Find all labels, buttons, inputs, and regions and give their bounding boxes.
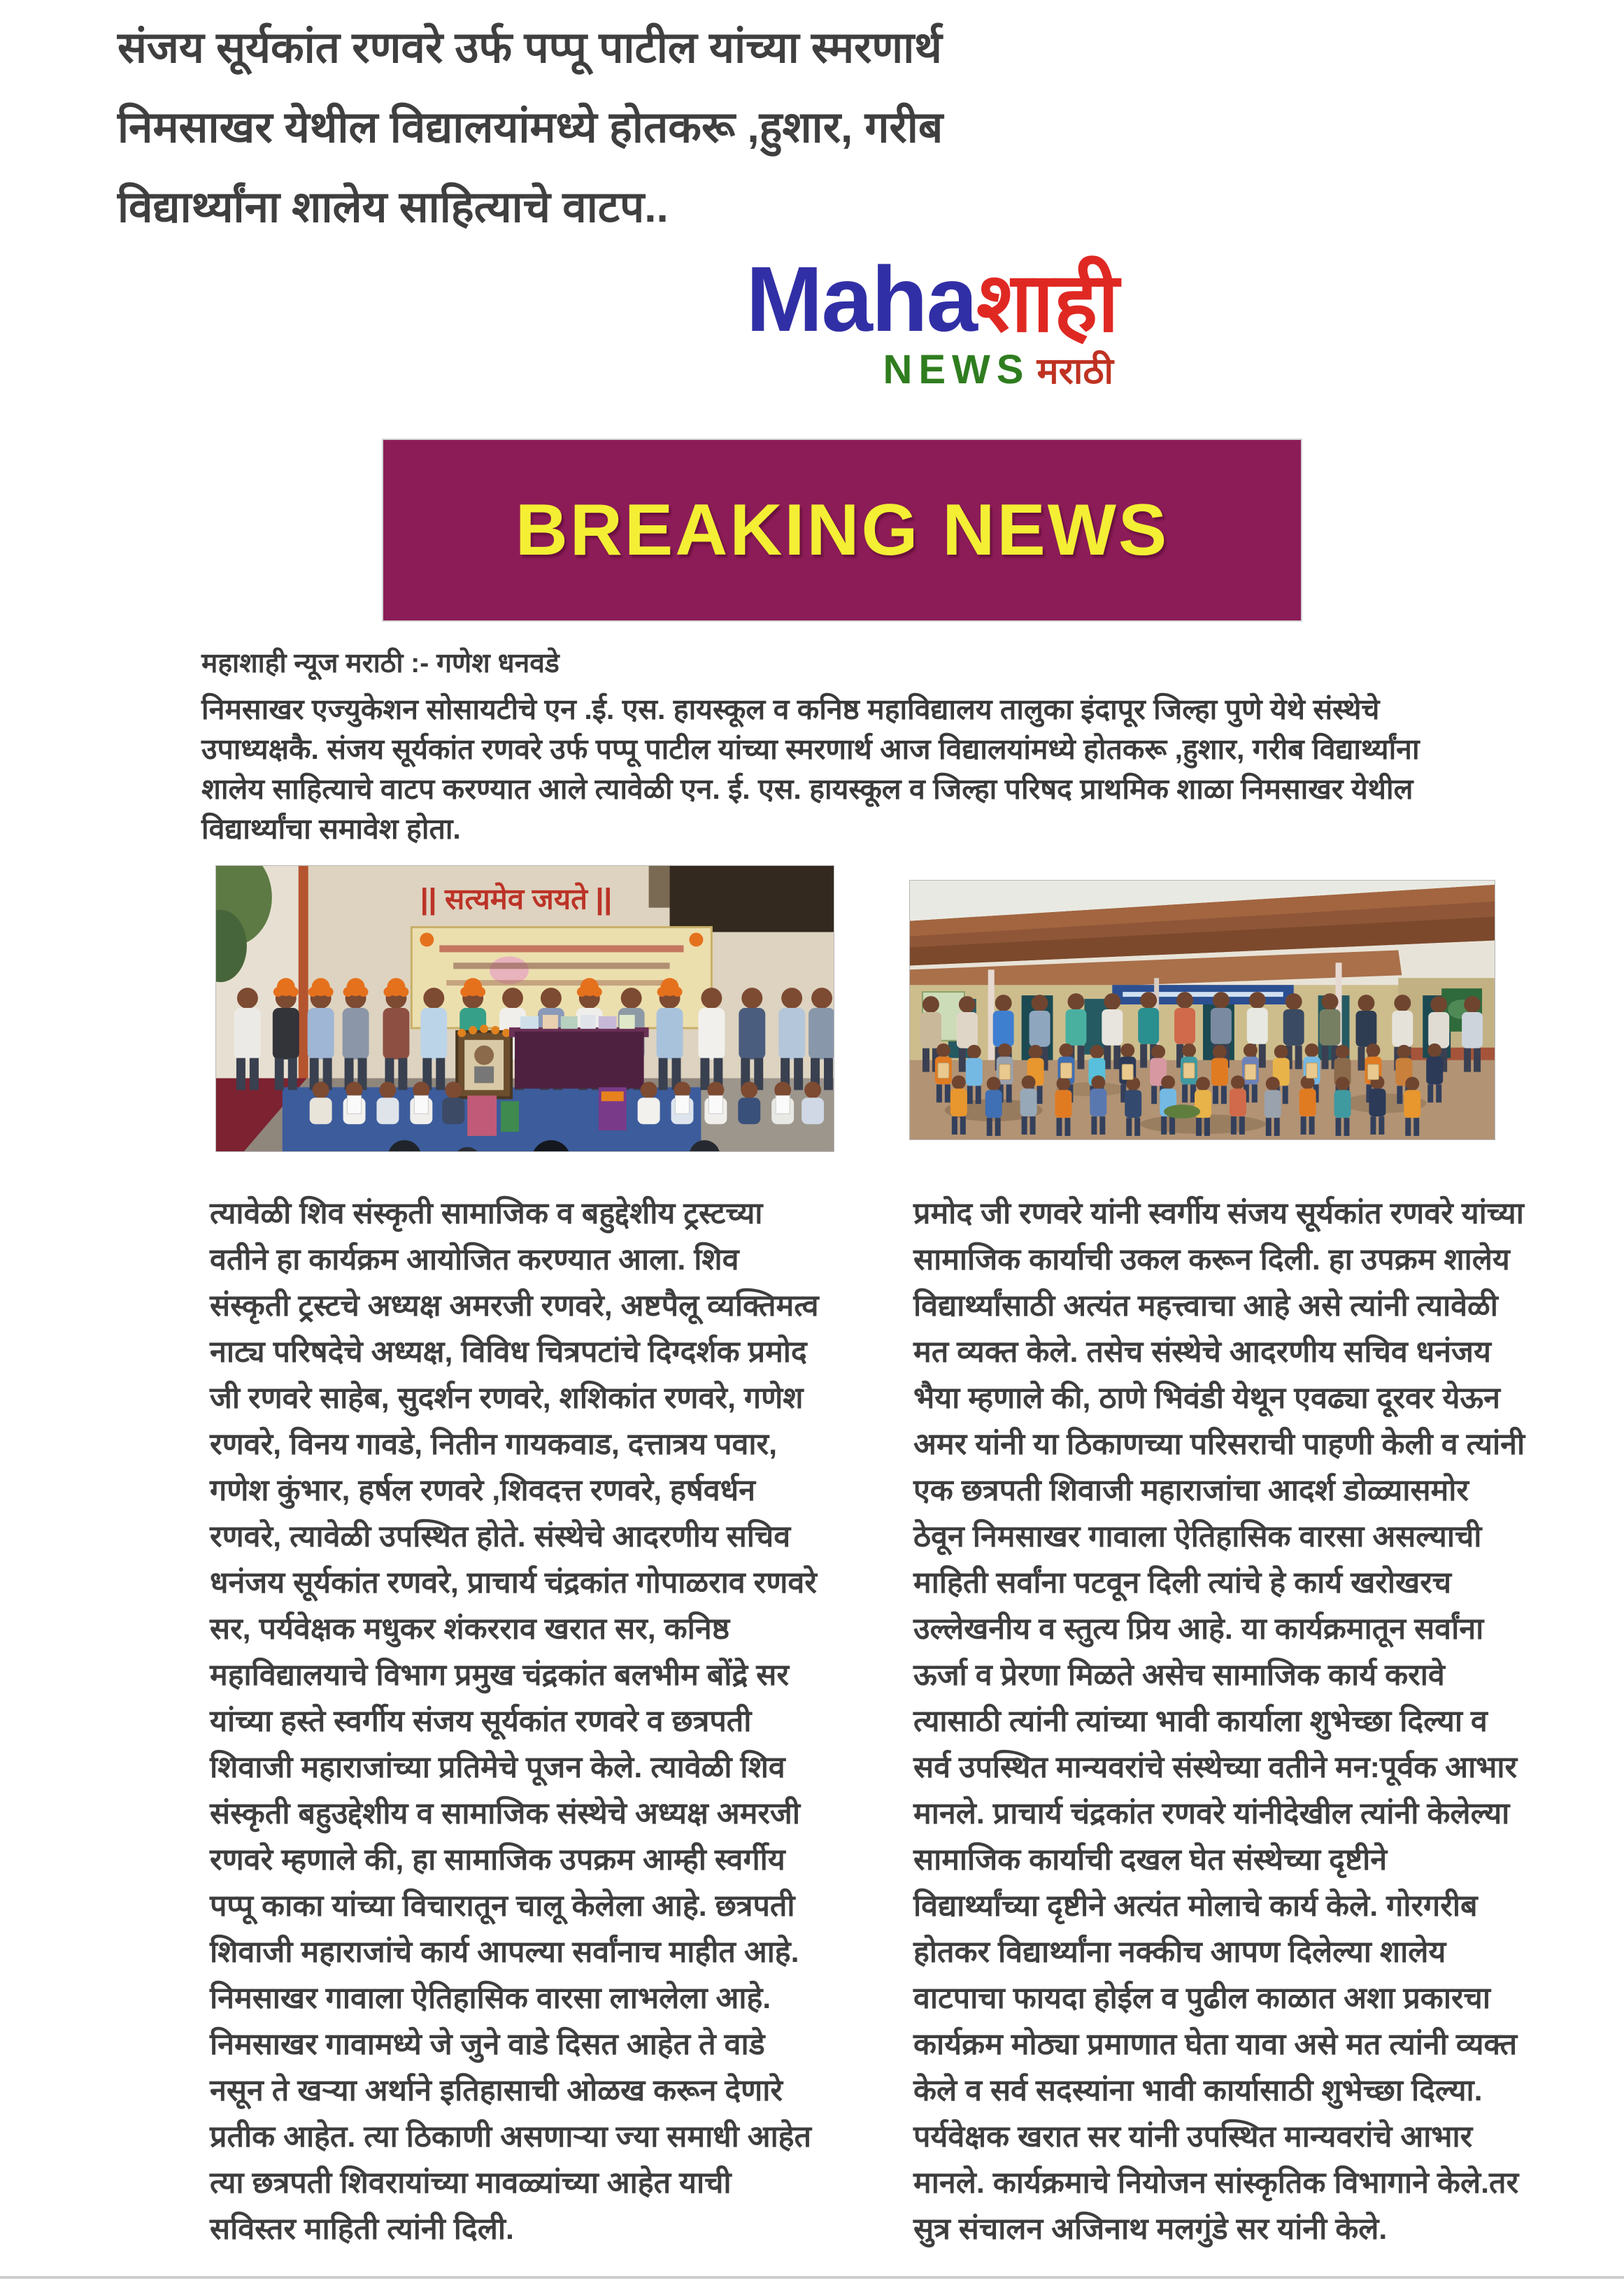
headline-line: विद्यार्थ्यांना शालेय साहित्याचे वाटप.. — [117, 183, 669, 232]
logo-row-top — [553, 248, 1119, 350]
wall-text-satyamev-jayate: || सत्यमेव जयते || — [420, 882, 613, 916]
mahashahi-logo — [553, 248, 1119, 392]
intro-line: उपाध्यक्षकै. संजय सूर्यकांत रणवरे उर्फ पप्पू पाटील यांच्या स्मरणार्थ आज विद्यालयांमध्ये होतकरू ,हुशार, गरीब विद्यार्थ्यांना — [201, 733, 1420, 765]
article-text-line: शिवाजी महाराजांचे कार्य आपल्या सर्वांनाच माहीत आहे. — [210, 1935, 799, 1969]
article-text-line: विद्यार्थ्यांसाठी अत्यंत महत्त्वाचा आहे असे त्यांनी त्यावेळी — [913, 1289, 1498, 1323]
article-column-left — [210, 1190, 881, 2252]
article-text-line: त्या छत्रपती शिवरायांच्या मावळ्यांच्या आहेत याची — [210, 2166, 732, 2200]
article-text-line: होतकर विद्यार्थ्यांना नक्कीच आपण दिलेल्या शालेय — [913, 1935, 1446, 1969]
bottom-divider — [0, 2276, 1624, 2279]
intro-paragraph — [201, 690, 1544, 849]
article-text-line: सर, पर्यवेक्षक मधुकर शंकरराव खरात सर, कनिष्ठ — [210, 1612, 730, 1646]
article-text-line: एक छत्रपती शिवाजी महाराजांचा आदर्श डोळ्यासमोर — [913, 1474, 1469, 1507]
breaking-news-text: BREAKING NEWS — [515, 489, 1169, 571]
logo-text-maha: Maha — [746, 248, 976, 350]
logo-text-shahi: शाही — [976, 257, 1119, 349]
logo-text-news: NEWS — [883, 347, 1030, 392]
logo-row-bottom — [553, 347, 1119, 392]
article-text-line: रणवरे, विनय गावडे, नितीन गायकवाड, दत्तात्रय पवार, — [210, 1428, 778, 1461]
article-column-right — [913, 1190, 1585, 2252]
article-text-line: नाट्य परिषदेचे अध्यक्ष, विविध चित्रपटांचे दिग्दर्शक प्रमोद — [210, 1335, 807, 1369]
article-text-line: माहिती सर्वांना पटवून दिली त्यांचे हे कार्य खरोखरच — [913, 1566, 1452, 1600]
article-text-line: उल्लेखनीय व स्तुत्य प्रिय आहे. या कार्यक्रमातून सर्वांना — [913, 1612, 1484, 1646]
article-text-line: मानले. प्राचार्य चंद्रकांत रणवरे यांनीदेखील त्यांनी केलेल्या — [913, 1797, 1510, 1830]
article-text-line: धनंजय सूर्यकांत रणवरे, प्राचार्य चंद्रकांत गोपाळराव रणवरे — [210, 1566, 817, 1600]
article-text-line: सर्व उपस्थित मान्यवरांचे संस्थेच्या वतीने मन:पूर्वक आभार — [913, 1751, 1518, 1784]
article-text-line: मत व्यक्त केले. तसेच संस्थेचे आदरणीय सचिव धनंजय — [913, 1335, 1491, 1369]
article-text-line: संस्कृती बहुउद्देशीय व सामाजिक संस्थेचे अध्यक्ष अमरजी — [210, 1797, 800, 1830]
article-text-line: रणवरे म्हणाले की, हा सामाजिक उपक्रम आम्ही स्वर्गीय — [210, 1843, 785, 1877]
event-photo-outdoor — [909, 880, 1495, 1140]
article-text-line: सविस्तर माहिती त्यांनी दिली. — [210, 2212, 515, 2246]
headline-line: निमसाखर येथील विद्यालयांमध्ये होतकरू ,हुशार, गरीब — [117, 104, 943, 152]
indoor-photo-illustration — [216, 866, 834, 1151]
article-text-line: निमसाखर गावामध्ये जे जुने वाडे दिसत आहेत ते वाडे — [210, 2028, 765, 2061]
article-text-line: पप्पू काका यांच्या विचारातून चालू केलेला आहे. छत्रपती — [210, 1889, 795, 1923]
article-text-line: प्रमोद जी रणवरे यांनी स्वर्गीय संजय सूर्यकांत रणवरे यांच्या — [913, 1197, 1524, 1230]
logo-text-marathi: मराठी — [1037, 351, 1113, 392]
article-text-line: वाटपाचा फायदा होईल व पुढील काळात अशा प्रकारचा — [913, 1982, 1490, 2015]
article-text-line: शिवाजी महाराजांच्या प्रतिमेचे पूजन केले. त्यावेळी शिव — [210, 1751, 785, 1784]
article-text-line: कार्यक्रम मोठ्या प्रमाणात घेता यावा असे मत त्यांनी व्यक्त — [913, 2028, 1518, 2061]
article-headline — [117, 8, 1376, 248]
article-text-line: जी रणवरे साहेब, सुदर्शन रणवरे, शशिकांत रणवरे, गणेश — [210, 1381, 804, 1415]
article-text-line: सामाजिक कार्याची दखल घेत संस्थेच्या दृष्टीने — [913, 1843, 1388, 1877]
article-text-line: सुत्र संचालन अजिनाथ मलगुंडे सर यांनी केले. — [913, 2212, 1388, 2246]
article-text-line: मानले. कार्यक्रमाचे नियोजन सांस्कृतिक विभागाने केले.तर — [913, 2166, 1519, 2200]
article-text-line: विद्यार्थ्यांच्या दृष्टीने अत्यंत मोलाचे कार्य केले. गोरगरीब — [913, 1889, 1478, 1923]
article-text-line: निमसाखर गावाला ऐतिहासिक वारसा लाभलेला आहे. — [210, 1982, 771, 2015]
headline-line: संजय सूर्यकांत रणवरे उर्फ पप्पू पाटील यांच्या स्मरणार्थ — [117, 24, 942, 72]
article-text-line: वतीने हा कार्यक्रम आयोजित करण्यात आला. शिव — [210, 1243, 739, 1276]
event-photo-indoor — [215, 865, 834, 1152]
article-text-line: सामाजिक कार्याची उकल करून दिली. हा उपक्रम शालेय — [913, 1243, 1510, 1276]
article-text-line: महाविद्यालयाचे विभाग प्रमुख चंद्रकांत बलभीम बोंद्रे सर — [210, 1658, 789, 1692]
intro-line: विद्यार्थ्यांचा समावेश होता. — [201, 813, 461, 845]
breaking-news-banner — [382, 439, 1302, 622]
article-text-line: भैया म्हणाले की, ठाणे भिवंडी येथून एवढ्या दूरवर येऊन — [913, 1381, 1501, 1415]
article-text-line: संस्कृती ट्रस्टचे अध्यक्ष अमरजी रणवरे, अष्टपैलू व्यक्तिमत्व — [210, 1289, 819, 1323]
outdoor-photo-illustration — [910, 881, 1495, 1139]
intro-line: निमसाखर एज्युकेशन सोसायटीचे एन .ई. एस. हायस्कूल व कनिष्ठ महाविद्यालय तालुका इंदापूर जिल्हा पुणे येथे संस्थेचे — [201, 693, 1380, 725]
article-text-line: ठेवून निमसाखर गावाला ऐतिहासिक वारसा असल्याची — [913, 1520, 1482, 1553]
article-text-line: रणवरे, त्यावेळी उपस्थित होते. संस्थेचे आदरणीय सचिव — [210, 1520, 791, 1553]
article-text-line: केले व सर्व सदस्यांना भावी कार्यासाठी शुभेच्छा दिल्या. — [913, 2074, 1483, 2107]
article-text-line: पर्यवेक्षक खरात सर यांनी उपस्थित मान्यवरांचे आभार — [913, 2120, 1473, 2154]
article-text-line: यांच्या हस्ते स्वर्गीय संजय सूर्यकांत रणवरे व छत्रपती — [210, 1705, 752, 1738]
article-text-line: त्यासाठी त्यांनी त्यांच्या भावी कार्याला शुभेच्छा दिल्या व — [913, 1705, 1488, 1738]
article-text-line: ऊर्जा व प्रेरणा मिळते असेच सामाजिक कार्य करावे — [913, 1658, 1445, 1692]
byline: महाशाही न्यूज मराठी :- गणेश धनवडे — [201, 648, 560, 678]
intro-line: शालेय साहित्याचे वाटप करण्यात आले त्यावेळी एन. ई. एस. हायस्कूल व जिल्हा परिषद प्राथमिक शाळा निमसाखर येथील — [201, 773, 1413, 805]
article-text-line: नसून ते खऱ्या अर्थाने इतिहासाची ओळख करून देणारे — [210, 2074, 783, 2107]
article-text-line: अमर यांनी या ठिकाणच्या परिसराची पाहणी केली व त्यांनी — [913, 1428, 1525, 1461]
article-text-line: प्रतीक आहेत. त्या ठिकाणी असणाऱ्या ज्या समाधी आहेत — [210, 2120, 812, 2154]
article-text-line: गणेश कुंभार, हर्षल रणवरे ,शिवदत्त रणवरे, हर्षवर्धन — [210, 1474, 755, 1507]
article-text-line: त्यावेळी शिव संस्कृती सामाजिक व बहुद्देशीय ट्रस्टच्या — [210, 1197, 763, 1230]
